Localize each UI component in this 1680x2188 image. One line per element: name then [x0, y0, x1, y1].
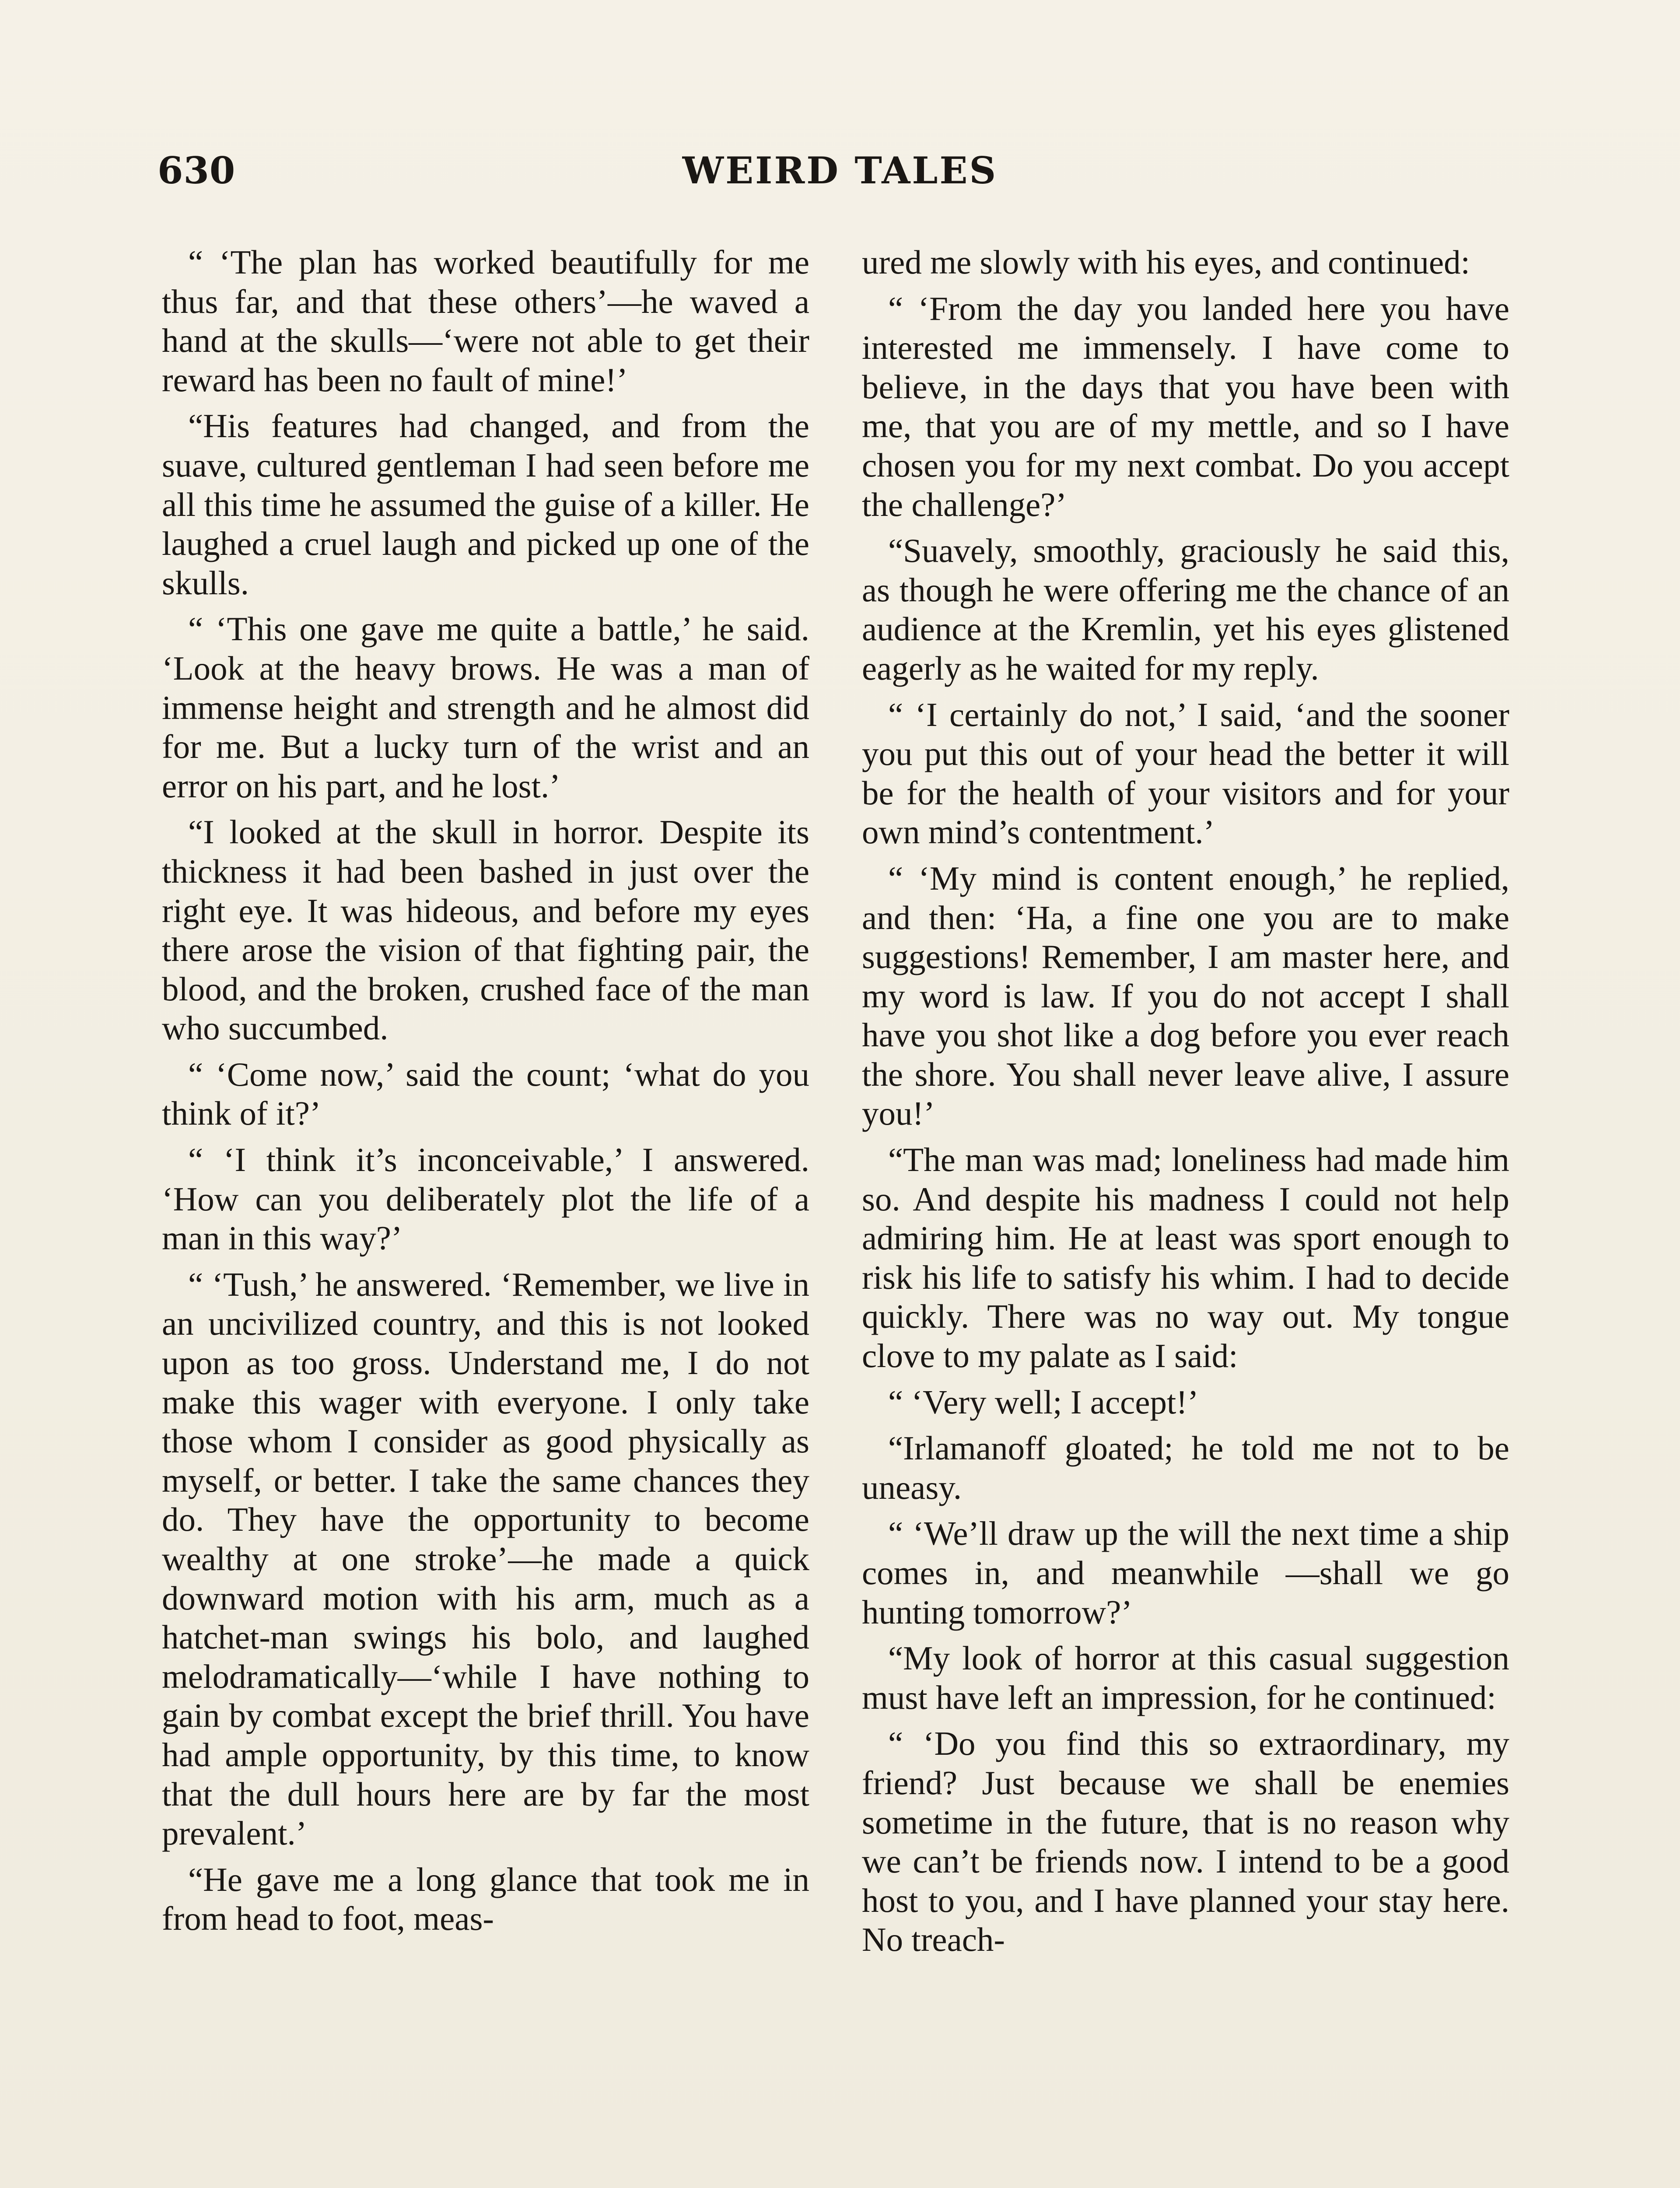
paragraph: “ ‘Very well; I accept!’ — [888, 1383, 1199, 1421]
paragraph: “Irlamanoff gloated; he told me not to be uneasy. — [862, 1429, 1509, 1506]
paragraph: “ ‘Come now,’ said the count; ‘what do you think of it?’ — [162, 1055, 809, 1133]
paragraph: “He gave me a long glance that took me in from head to foot, meas- — [162, 1860, 809, 1938]
paragraph: “I looked at the skull in horror. Despite its thickness it had been bashed in just over the right eye. It was hideous, and before my eyes there arose the vision of that fighting pair, the blood, and the broken, crushed face of the man who succumbed. — [162, 813, 809, 1047]
right-text-column — [862, 243, 1509, 1967]
paragraph-continuation: ured me slowly with his eyes, and continued: — [862, 243, 1470, 281]
page-number: 630 — [158, 149, 236, 192]
paragraph: “ ‘We’ll draw up the will the next time a ship comes in, and meanwhile —shall we go hunting tomorrow?’ — [862, 1515, 1509, 1631]
running-head — [158, 149, 1522, 201]
paragraph: “ ‘Tush,’ he answered. ‘Remember, we live in an uncivilized country, and this is not looked upon as too gross. Understand me, I do not make this wager with everyone. I only take those whom I consider as good physically as myself, or better. I take the same chances they do. They have the opportunity to become wealthy at one stroke’—he made a quick downward motion with his arm, much as a hatchet-man swings his bolo, and laughed melodramatically—‘while I have nothing to gain by combat except the brief thrill. You have had ample opportunity, by this time, to know that the dull hours here are by far the most prevalent.’ — [162, 1265, 809, 1852]
left-text-column — [162, 243, 809, 1946]
paragraph: “ ‘I certainly do not,’ I said, ‘and the sooner you put this out of your head the better it will be for the health of your visitors and for your own mind’s contentment.’ — [862, 695, 1509, 851]
paragraph: “ ‘Do you find this so extraordinary, my friend? Just because we shall be enemies sometime in the future, that is no reason why we can’t be friends now. I intend to be a good host to you, and I have planned your stay here. No treach- — [862, 1725, 1509, 1959]
paragraph: “ ‘The plan has worked beautifully for me thus far, and that these others’—he waved a hand at the skulls—‘were not able to get their reward has been no fault of mine!’ — [162, 243, 809, 399]
paragraph: “ ‘This one gave me quite a battle,’ he said. ‘Look at the heavy brows. He was a man of immense height and strength and he almost did for me. But a lucky turn of the wrist and an error on his part, and he lost.’ — [162, 610, 809, 805]
magazine-title: WEIRD TALES — [682, 149, 998, 192]
paragraph: “My look of horror at this casual suggestion must have left an impression, for he continued: — [862, 1639, 1509, 1716]
paragraph: “ ‘From the day you landed here you have interested me immensely. I have come to believe, in the days that you have been with me, that you are of my mettle, and so I have chosen you for my next combat. Do you accept the challenge?’ — [862, 289, 1509, 523]
paragraph: “His features had changed, and from the suave, cultured gentleman I had seen before me all this time he assumed the guise of a killer. He laughed a cruel laugh and picked up one of the skulls. — [162, 407, 809, 602]
paragraph: “ ‘My mind is content enough,’ he replied, and then: ‘Ha, a fine one you are to make suggestions! Remember, I am master here, and my word is law. If you do not accept I shall have you shot like a dog before you ever reach the shore. You shall never leave alive, I assure you!’ — [862, 859, 1509, 1133]
paragraph: “The man was mad; loneliness had made him so. And despite his madness I could not help admiring him. He at least was sport enough to risk his life to satisfy his whim. I had to decide quickly. There was no way out. My tongue clove to my palate as I said: — [862, 1141, 1509, 1375]
paragraph: “ ‘I think it’s inconceivable,’ I answered. ‘How can you deliberately plot the life of a man in this way?’ — [162, 1141, 809, 1257]
paragraph: “Suavely, smoothly, graciously he said this, as though he were offering me the chance of an audience at the Kremlin, yet his eyes glistened eagerly as he waited for my reply. — [862, 532, 1509, 687]
